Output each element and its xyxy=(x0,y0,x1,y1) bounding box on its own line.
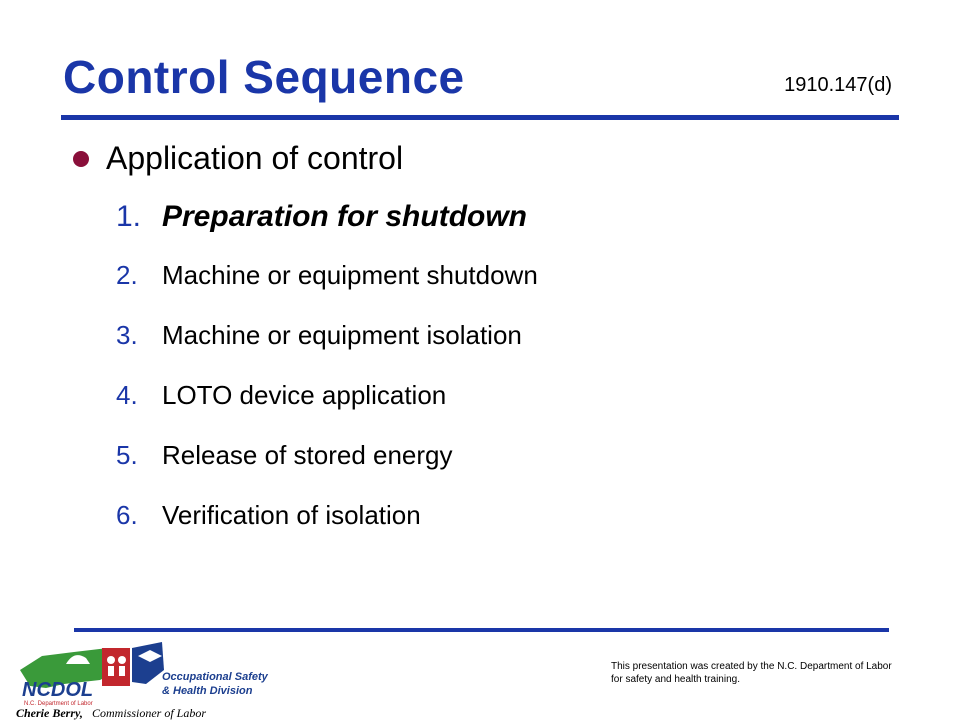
logo-dept-text: N.C. Department of Labor xyxy=(24,701,93,707)
logo-division-line2: & Health Division xyxy=(162,685,253,697)
education-panel-icon xyxy=(132,642,164,684)
step-text: Release of stored energy xyxy=(162,440,453,470)
list-item xyxy=(116,380,538,440)
title-divider xyxy=(61,115,899,120)
step-text: LOTO device application xyxy=(162,380,447,410)
step-number: 2. xyxy=(116,260,138,290)
logo-division-line1: Occupational Safety xyxy=(162,671,268,683)
main-bullet-text: Application of control xyxy=(106,140,404,176)
logo-commissioner-title: Commissioner of Labor xyxy=(92,706,207,720)
logo-commissioner-name: Cherie Berry, xyxy=(16,706,83,720)
step-list xyxy=(116,200,538,560)
list-item xyxy=(116,320,538,380)
workers-panel-icon xyxy=(102,648,130,686)
footer-divider xyxy=(74,628,889,632)
step-text: Verification of isolation xyxy=(162,500,421,530)
step-text: Machine or equipment isolation xyxy=(162,320,522,350)
worker-figure-icon xyxy=(118,656,126,664)
logo-org-wordmark: NCDOL xyxy=(22,679,94,701)
step-text: Machine or equipment shutdown xyxy=(162,260,538,290)
worker-figure-icon xyxy=(107,656,115,664)
step-number: 4. xyxy=(116,380,138,410)
step-number: 6. xyxy=(116,500,138,530)
step-number: 3. xyxy=(116,320,138,350)
step-number: 5. xyxy=(116,440,138,470)
footer-credit-note: This presentation was created by the N.C. Department of Labor for safety and health training. xyxy=(611,661,892,685)
slide-title: Control Sequence xyxy=(63,51,465,103)
list-item xyxy=(116,440,538,500)
list-item xyxy=(116,260,538,320)
bullet-dot-icon xyxy=(73,151,89,167)
list-item xyxy=(116,500,538,560)
standard-reference: 1910.147(d) xyxy=(784,74,892,96)
ncdol-logo xyxy=(12,634,272,720)
step-number: 1. xyxy=(116,200,142,233)
step-text: Preparation for shutdown xyxy=(162,200,528,233)
main-bullet xyxy=(73,140,403,177)
list-item xyxy=(116,200,538,260)
